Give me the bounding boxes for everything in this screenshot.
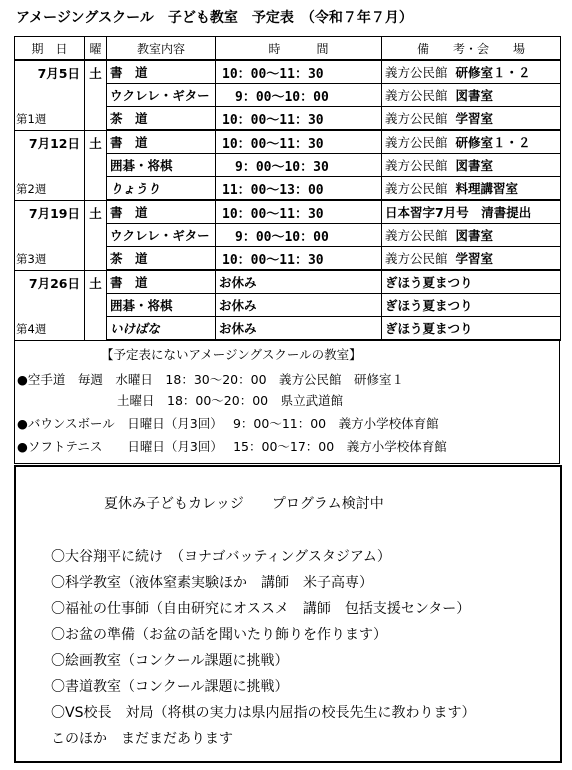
room-label: 研修室１・２: [455, 135, 531, 150]
table-row: [15, 130, 561, 154]
place-cell: [382, 177, 561, 201]
room-label: 図書室: [455, 158, 494, 173]
time-cell: 9：00～10：00: [216, 84, 382, 107]
date-label: 7月5日: [37, 66, 80, 81]
week-label: 第3週: [16, 251, 47, 266]
header-date: 期 日: [15, 37, 85, 61]
date-cell: [15, 60, 85, 130]
subject-cell: 茶 道: [107, 107, 216, 131]
summer-program-item: 〇大谷翔平に続け （ヨナゴバッティングスタジアム）: [51, 549, 391, 565]
place-cell: [382, 200, 561, 224]
time-cell: 10：00～11：30: [216, 60, 382, 84]
venue-label: 義方公民館: [385, 111, 448, 126]
weekday-cell: 土: [85, 200, 107, 270]
subject-cell: 書 道: [107, 200, 216, 224]
room-label: 学習室: [455, 111, 494, 126]
venue-label: 義方公民館: [385, 65, 448, 80]
venue-label: 義方公民館: [385, 251, 448, 266]
time-cell: 9：00～10：30: [216, 154, 382, 177]
table-header-row: [15, 37, 561, 61]
summer-program-item: 〇科学教室（液体窒素実験ほか 講師 米子高専）: [51, 575, 373, 591]
place-cell: [382, 247, 561, 271]
place-cell: [382, 224, 561, 247]
place-cell: [382, 270, 561, 294]
summer-college-box: [14, 465, 562, 763]
subject-cell: りょうり: [107, 177, 216, 201]
time-cell: お休み: [216, 270, 382, 294]
schedule-table: [14, 36, 561, 341]
date-label: 7月26日: [28, 275, 80, 291]
date-cell: [15, 130, 85, 200]
place-cell: [382, 294, 561, 317]
weekday-cell: 土: [85, 270, 107, 340]
week-label: 第1週: [16, 111, 47, 126]
date-label: 7月12日: [28, 135, 80, 151]
table-row: [15, 200, 561, 224]
room-label: 学習室: [455, 251, 494, 266]
room-label: 研修室１・２: [455, 65, 531, 80]
week-label: 第2週: [16, 181, 47, 196]
table-row: [15, 270, 561, 294]
place-cell: [382, 60, 561, 84]
header-day: 曜: [85, 37, 107, 61]
room-label: 図書室: [455, 228, 494, 243]
summer-program-item: このほか まだまだあります: [51, 731, 233, 747]
subject-cell: 書 道: [107, 60, 216, 84]
summer-program-item: 〇お盆の準備（お盆の話を聞いたり飾りを作ります）: [51, 627, 387, 643]
room-label: ぎほう夏まつり: [385, 275, 473, 290]
page-title: アメージングスクール 子ども教室 予定表 （令和７年７月）: [16, 10, 413, 26]
subject-cell: 囲碁・将棋: [107, 294, 216, 317]
room-label: ぎほう夏まつり: [385, 298, 473, 313]
subject-cell: 書 道: [107, 130, 216, 154]
header-subject: 教室内容: [107, 37, 216, 61]
weekday-cell: 土: [85, 130, 107, 200]
schedule-body: [15, 60, 561, 340]
time-cell: お休み: [216, 294, 382, 317]
other-class-line: ●バウンスボール 日曜日（月3回） 9：00～11：00 義方小学校体育館: [17, 416, 439, 431]
place-cell: [382, 154, 561, 177]
week-label: 第4週: [16, 321, 47, 336]
other-class-line: 土曜日 18：00～20：00 県立武道館: [17, 393, 344, 408]
time-cell: 10：00～11：30: [216, 130, 382, 154]
time-cell: 9：00～10：00: [216, 224, 382, 247]
subject-cell: 囲碁・将棋: [107, 154, 216, 177]
place-cell: [382, 130, 561, 154]
summer-program-item: 〇VS校長 対局（将棋の実力は県内屈指の校長先生に教わります）: [51, 705, 476, 721]
subject-cell: ウクレレ・ギター: [107, 84, 216, 107]
date-cell: [15, 270, 85, 340]
time-cell: 10：00～11：30: [216, 200, 382, 224]
place-cell: [382, 107, 561, 131]
summer-program-item: 〇書道教室（コンクール課題に挑戦）: [51, 679, 289, 695]
room-label: 日本習字7月号 清書提出: [385, 205, 532, 220]
table-row: [15, 60, 561, 84]
venue-label: 義方公民館: [385, 181, 448, 196]
room-label: 料理講習室: [455, 181, 519, 196]
venue-label: 義方公民館: [385, 88, 448, 103]
subject-cell: ウクレレ・ギター: [107, 224, 216, 247]
subject-cell: 書 道: [107, 270, 216, 294]
place-cell: [382, 317, 561, 341]
weekday-cell: 土: [85, 60, 107, 130]
time-cell: 11：00～13：00: [216, 177, 382, 201]
summer-program-item: 〇絵画教室（コンクール課題に挑戦）: [51, 653, 289, 669]
place-cell: [382, 84, 561, 107]
other-classes-box: [14, 339, 560, 464]
time-cell: 10：00～11：30: [216, 107, 382, 131]
date-cell: [15, 200, 85, 270]
other-classes-heading: 【予定表にないアメージングスクールの教室】: [101, 347, 362, 362]
time-cell: 10：00～11：30: [216, 247, 382, 271]
other-class-line: ●空手道 毎週 水曜日 18：30～20：00 義方公民館 研修室１: [17, 372, 405, 387]
subject-cell: 茶 道: [107, 247, 216, 271]
other-class-line: ●ソフトテニス 日曜日（月3回） 15：00～17：00 義方小学校体育館: [17, 439, 447, 454]
venue-label: 義方公民館: [385, 135, 448, 150]
header-place: 備 考・会 場: [382, 37, 561, 61]
summer-program-item: 〇福祉の仕事師（自由研究にオススメ 講師 包括支援センター）: [51, 601, 471, 617]
subject-cell: いけばな: [107, 317, 216, 341]
room-label: 図書室: [455, 88, 494, 103]
venue-label: 義方公民館: [385, 158, 448, 173]
venue-label: 義方公民館: [385, 228, 448, 243]
room-label: ぎほう夏まつり: [385, 321, 473, 336]
summer-college-heading: 夏休み子どもカレッジ プログラム検討中: [104, 496, 384, 512]
header-time: 時 間: [216, 37, 382, 61]
date-label: 7月19日: [28, 205, 80, 221]
time-cell: お休み: [216, 317, 382, 341]
